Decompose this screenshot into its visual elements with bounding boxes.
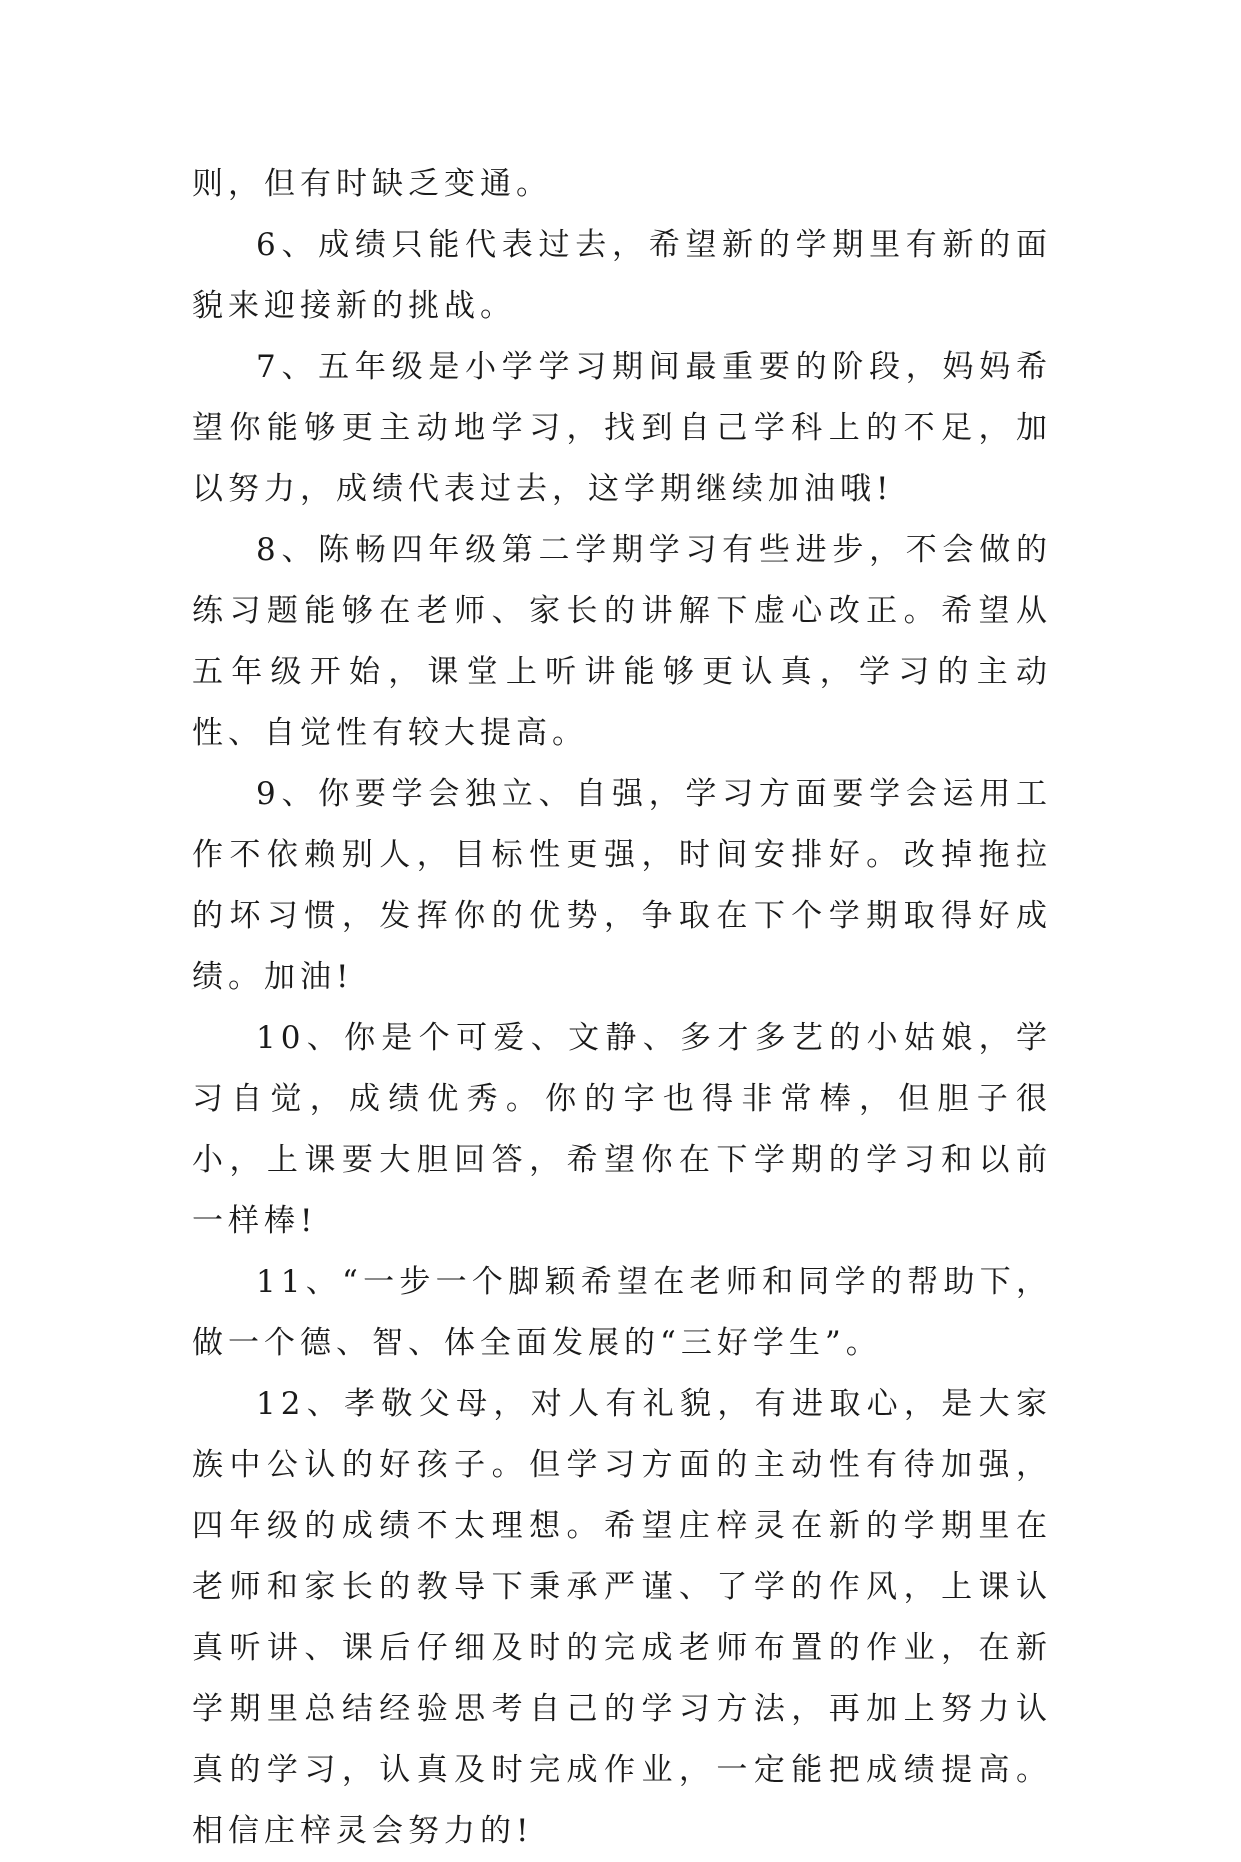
paragraph-10: 10、你是个可爱、文静、多才多艺的小姑娘，学习自觉，成绩优秀。你的字也得非常棒，但胆子很小，上课要大胆回答，希望你在下学期的学习和以前一样棒! bbox=[192, 1020, 1052, 1239]
paragraph-7: 7、五年级是小学学习期间最重要的阶段，妈妈希望你能够更主动地学习，找到自己学科上的不足，加以努力，成绩代表过去，这学期继续加油哦! bbox=[192, 349, 1052, 507]
paragraph-12: 12、孝敬父母，对人有礼貌，有进取心，是大家族中公认的好孩子。但学习方面的主动性有待加强，四年级的成绩不太理想。希望庄梓灵在新的学期里在老师和家长的教导下秉承严谨、了学的作风，上课认真听讲、课后仔细及时的完成老师布置的作业，在新学期里总结经验思考自己的学习方法，再加上努力认真的学习，认真及时完成作业，一定能把成绩提高。相信庄梓灵会努力的! bbox=[192, 1386, 1052, 1849]
paragraph-continuation: 则，但有时缺乏变通。 bbox=[192, 166, 552, 202]
paragraph-11: 11、“一步一个脚颖希望在老师和同学的帮助下，做一个德、智、体全面发展的“三好学生”。 bbox=[192, 1264, 1052, 1361]
paragraph-9: 9、你要学会独立、自强，学习方面要学会运用工作不依赖别人，目标性更强，时间安排好。改掉拖拉的坏习惯，发挥你的优势，争取在下个学期取得好成绩。加油! bbox=[192, 776, 1052, 995]
document-body bbox=[192, 154, 1052, 1862]
paragraph-6: 6、成绩只能代表过去，希望新的学期里有新的面貌来迎接新的挑战。 bbox=[192, 227, 1052, 324]
paragraph-8: 8、陈畅四年级第二学期学习有些进步，不会做的练习题能够在老师、家长的讲解下虚心改正。希望从五年级开始，课堂上听讲能够更认真，学习的主动性、自觉性有较大提高。 bbox=[192, 532, 1052, 751]
